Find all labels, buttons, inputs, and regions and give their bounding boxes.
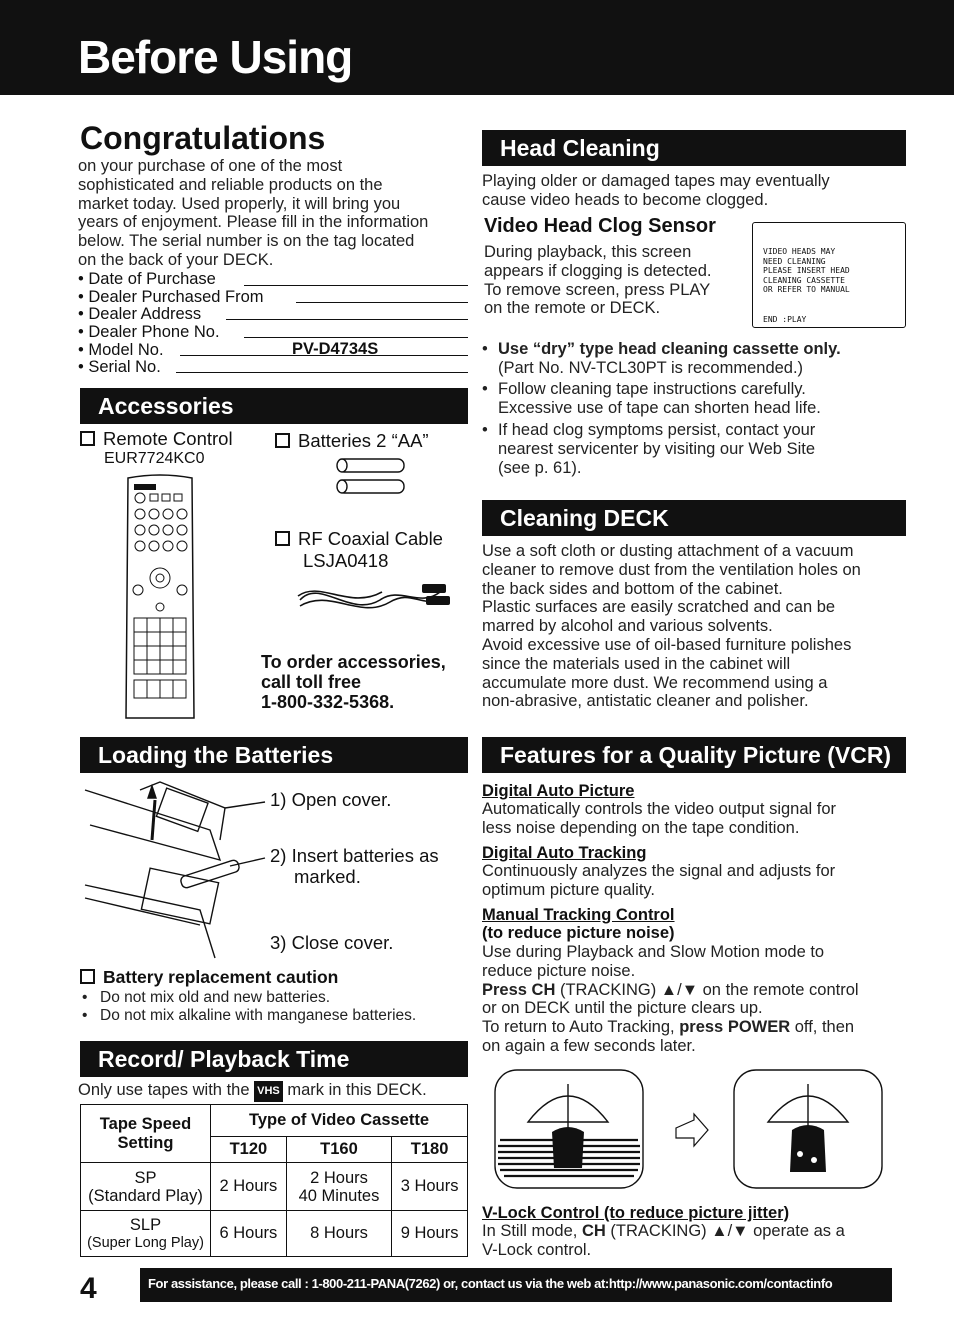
congratulations-text: on your purchase of one of the most sophisticated and reliable products on the market today. Used properly, it will bring you years of enjoyment. Please fill in the information below. The serial number is on the tag located on the back of your DECK. — [78, 157, 429, 269]
title-bar — [0, 0, 954, 95]
digital-auto-picture-text: Automatically controls the video output signal for less noise depending on the tape condition. — [482, 800, 837, 837]
table-row: SP (Standard Play) 2 Hours 2 Hours 40 Minutes 3 Hours — [81, 1163, 468, 1211]
batteries-item: Batteries 2 “AA” — [275, 430, 429, 452]
tape-speed-header: Tape Speed Setting — [81, 1105, 211, 1163]
battery-caution-2: • Do not mix alkaline with manganese batteries. — [82, 1007, 417, 1024]
col-t120: T120 — [211, 1137, 287, 1163]
head-cleaning-bullet-1: • Use “dry” type head cleaning cassette only. (Part No. NV-TCL30PT is recommended.) — [482, 340, 841, 377]
date-of-purchase-label: • Date of Purchase — [78, 270, 216, 288]
checkbox-icon — [275, 433, 290, 448]
congratulations-title: Congratulations — [80, 120, 326, 156]
checkbox-icon — [80, 431, 95, 446]
dealer-phone-field[interactable] — [244, 337, 468, 338]
serial-label: • Serial No. — [78, 358, 161, 376]
head-cleaning-bullet-2: • Follow cleaning tape instructions carefully. Excessive use of tape can shorten head life. — [482, 380, 821, 417]
battery-caution-title: Battery replacement caution — [80, 967, 338, 988]
vhs-logo: VHS — [254, 1081, 283, 1102]
digital-auto-picture-title: Digital Auto Picture — [482, 782, 635, 800]
rf-cable-icon — [290, 578, 458, 620]
battery-caution-1: • Do not mix old and new batteries. — [82, 989, 331, 1006]
v-lock-text: In Still mode, CH (TRACKING) ▲/▼ operate as a V-Lock control. — [482, 1222, 845, 1259]
battery-step-2: 2) Insert batteries as — [270, 845, 439, 866]
page-title: Before Using — [78, 31, 353, 83]
cleaning-deck-text: Use a soft cloth or dusting attachment of a vacuum cleaner to remove dust from the ventilation holes on the back sides and bottom of the cabinet. Plastic surfaces are easily scratched and can be marred by alcohol and various solvents. Avoid excessive use of oil-based furniture polishes since the materials used in the cabinet will accumulate more dust. We recommend using a non-abrasive, antistatic cleaner and polisher. — [482, 542, 861, 711]
head-cleaning-bullet-3: • If head clog symptoms persist, contact your nearest servicenter by visiting our Web Site (see p. 61). — [482, 421, 816, 477]
battery-loading-icon — [80, 780, 270, 960]
remote-control-item: Remote Control — [80, 428, 233, 450]
record-playback-header: Record/ Playback Time — [80, 1041, 468, 1077]
battery-step-2-cont: marked. — [294, 866, 361, 887]
remote-part-number: EUR7724KC0 — [104, 450, 205, 467]
clog-sensor-title: Video Head Clog Sensor — [484, 215, 716, 237]
manual-tracking-title: Manual Tracking Control — [482, 906, 675, 924]
serial-field[interactable] — [176, 372, 468, 373]
remote-control-icon — [120, 472, 200, 722]
table-row: SLP (Super Long Play) 6 Hours 8 Hours 9 Hours — [81, 1211, 468, 1257]
manual-tracking-subtitle: (to reduce picture noise) — [482, 924, 675, 942]
order-accessories-text: To order accessories, call toll free 1-800-332-5368. — [261, 652, 446, 712]
checkbox-icon — [80, 969, 95, 984]
battery-step-3: 3) Close cover. — [270, 932, 394, 953]
model-number: PV-D4734S — [292, 340, 379, 358]
assistance-text: For assistance, please call : 1-800-211-PANA(7262) or, contact us via the web at:http://www.panasonic.com/contactinfo — [148, 1276, 833, 1291]
page-number: 4 — [80, 1272, 97, 1305]
dealer-from-label: • Dealer Purchased From — [78, 288, 264, 306]
dealer-from-field[interactable] — [296, 302, 468, 303]
col-t180: T180 — [392, 1137, 468, 1163]
col-t160: T160 — [286, 1137, 391, 1163]
rf-part-number: LSJA0418 — [303, 550, 389, 571]
digital-auto-tracking-text: Continuously analyzes the signal and adjusts for optimum picture quality. — [482, 862, 836, 899]
features-header: Features for a Quality Picture (VCR) — [482, 737, 906, 773]
batteries-icon — [330, 456, 410, 498]
picture-comparison-icon — [494, 1068, 890, 1190]
accessories-header: Accessories — [80, 388, 468, 424]
record-playback-intro: Only use tapes with the VHS mark in this DECK. — [78, 1081, 427, 1102]
assistance-bar — [140, 1268, 892, 1302]
digital-auto-tracking-title: Digital Auto Tracking — [482, 844, 647, 862]
head-cleaning-header: Head Cleaning — [482, 130, 906, 166]
v-lock-title: V-Lock Control (to reduce picture jitter) — [482, 1204, 790, 1222]
dealer-address-field[interactable] — [226, 319, 468, 320]
checkbox-icon — [275, 531, 290, 546]
date-of-purchase-field[interactable] — [244, 285, 468, 286]
model-label: • Model No. — [78, 341, 164, 359]
cassette-type-header: Type of Video Cassette — [211, 1105, 468, 1137]
dealer-address-label: • Dealer Address — [78, 305, 202, 323]
rf-cable-item: RF Coaxial Cable — [275, 528, 443, 550]
head-cleaning-intro: Playing older or damaged tapes may eventually cause video heads to become clogged. — [482, 172, 830, 209]
clog-sensor-screen: VIDEO HEADS MAY NEED CLEANING PLEASE INSERT HEAD CLEANING CASSETTE OR REFER TO MANUAL END :PLAY — [752, 222, 906, 328]
dealer-phone-label: • Dealer Phone No. — [78, 323, 220, 341]
battery-step-1: 1) Open cover. — [270, 789, 392, 810]
loading-batteries-header: Loading the Batteries — [80, 737, 468, 773]
manual-tracking-text: Use during Playback and Slow Motion mode to reduce picture noise. Press CH (TRACKING) ▲/▼ on the remote control or on DECK until the picture clears up. To return to Auto Tracking, press POWER off, then on again a few seconds later. — [482, 943, 859, 1055]
tape-time-table — [80, 1104, 468, 1257]
clog-sensor-text: During playback, this screen appears if clogging is detected. To remove screen, press PLAY on the remote or DECK. — [484, 243, 712, 318]
cleaning-deck-header: Cleaning DECK — [482, 500, 906, 536]
